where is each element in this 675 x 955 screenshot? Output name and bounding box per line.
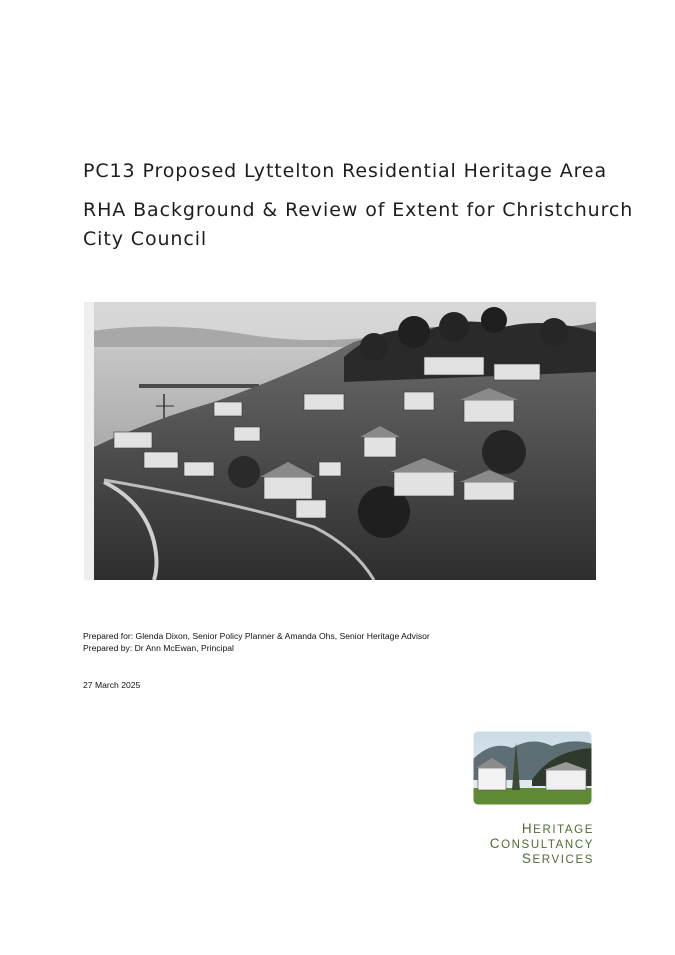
logo-text-services [522,851,594,866]
logo-initial: H [521,821,534,836]
prepared-by-line: Prepared by: Dr Ann McEwan, Principal [83,643,234,653]
report-title-line-2: RHA Background & Review of Extent for Christchurch [83,199,634,221]
report-date: 27 March 2025 [83,680,141,690]
logo-word: ERITAGE [533,824,594,836]
logo-text-consultancy [490,836,594,851]
logo-initial: S [521,851,533,866]
report-title-line-1: PC13 Proposed Lyttelton Residential Heritage Area [83,160,608,182]
historic-lyttelton-photograph [84,302,596,580]
heritage-consultancy-logo-image [472,730,593,806]
logo-word: ERVICES [532,854,594,866]
logo-text-heritage [522,821,594,836]
prepared-for-line: Prepared for: Glenda Dixon, Senior Policy Planner & Amanda Ohs, Senior Heritage Advisor [83,631,430,641]
report-title-line-3: City Council [83,228,208,250]
logo-word: ONSULTANCY [501,839,594,851]
logo-initial: C [489,836,502,851]
